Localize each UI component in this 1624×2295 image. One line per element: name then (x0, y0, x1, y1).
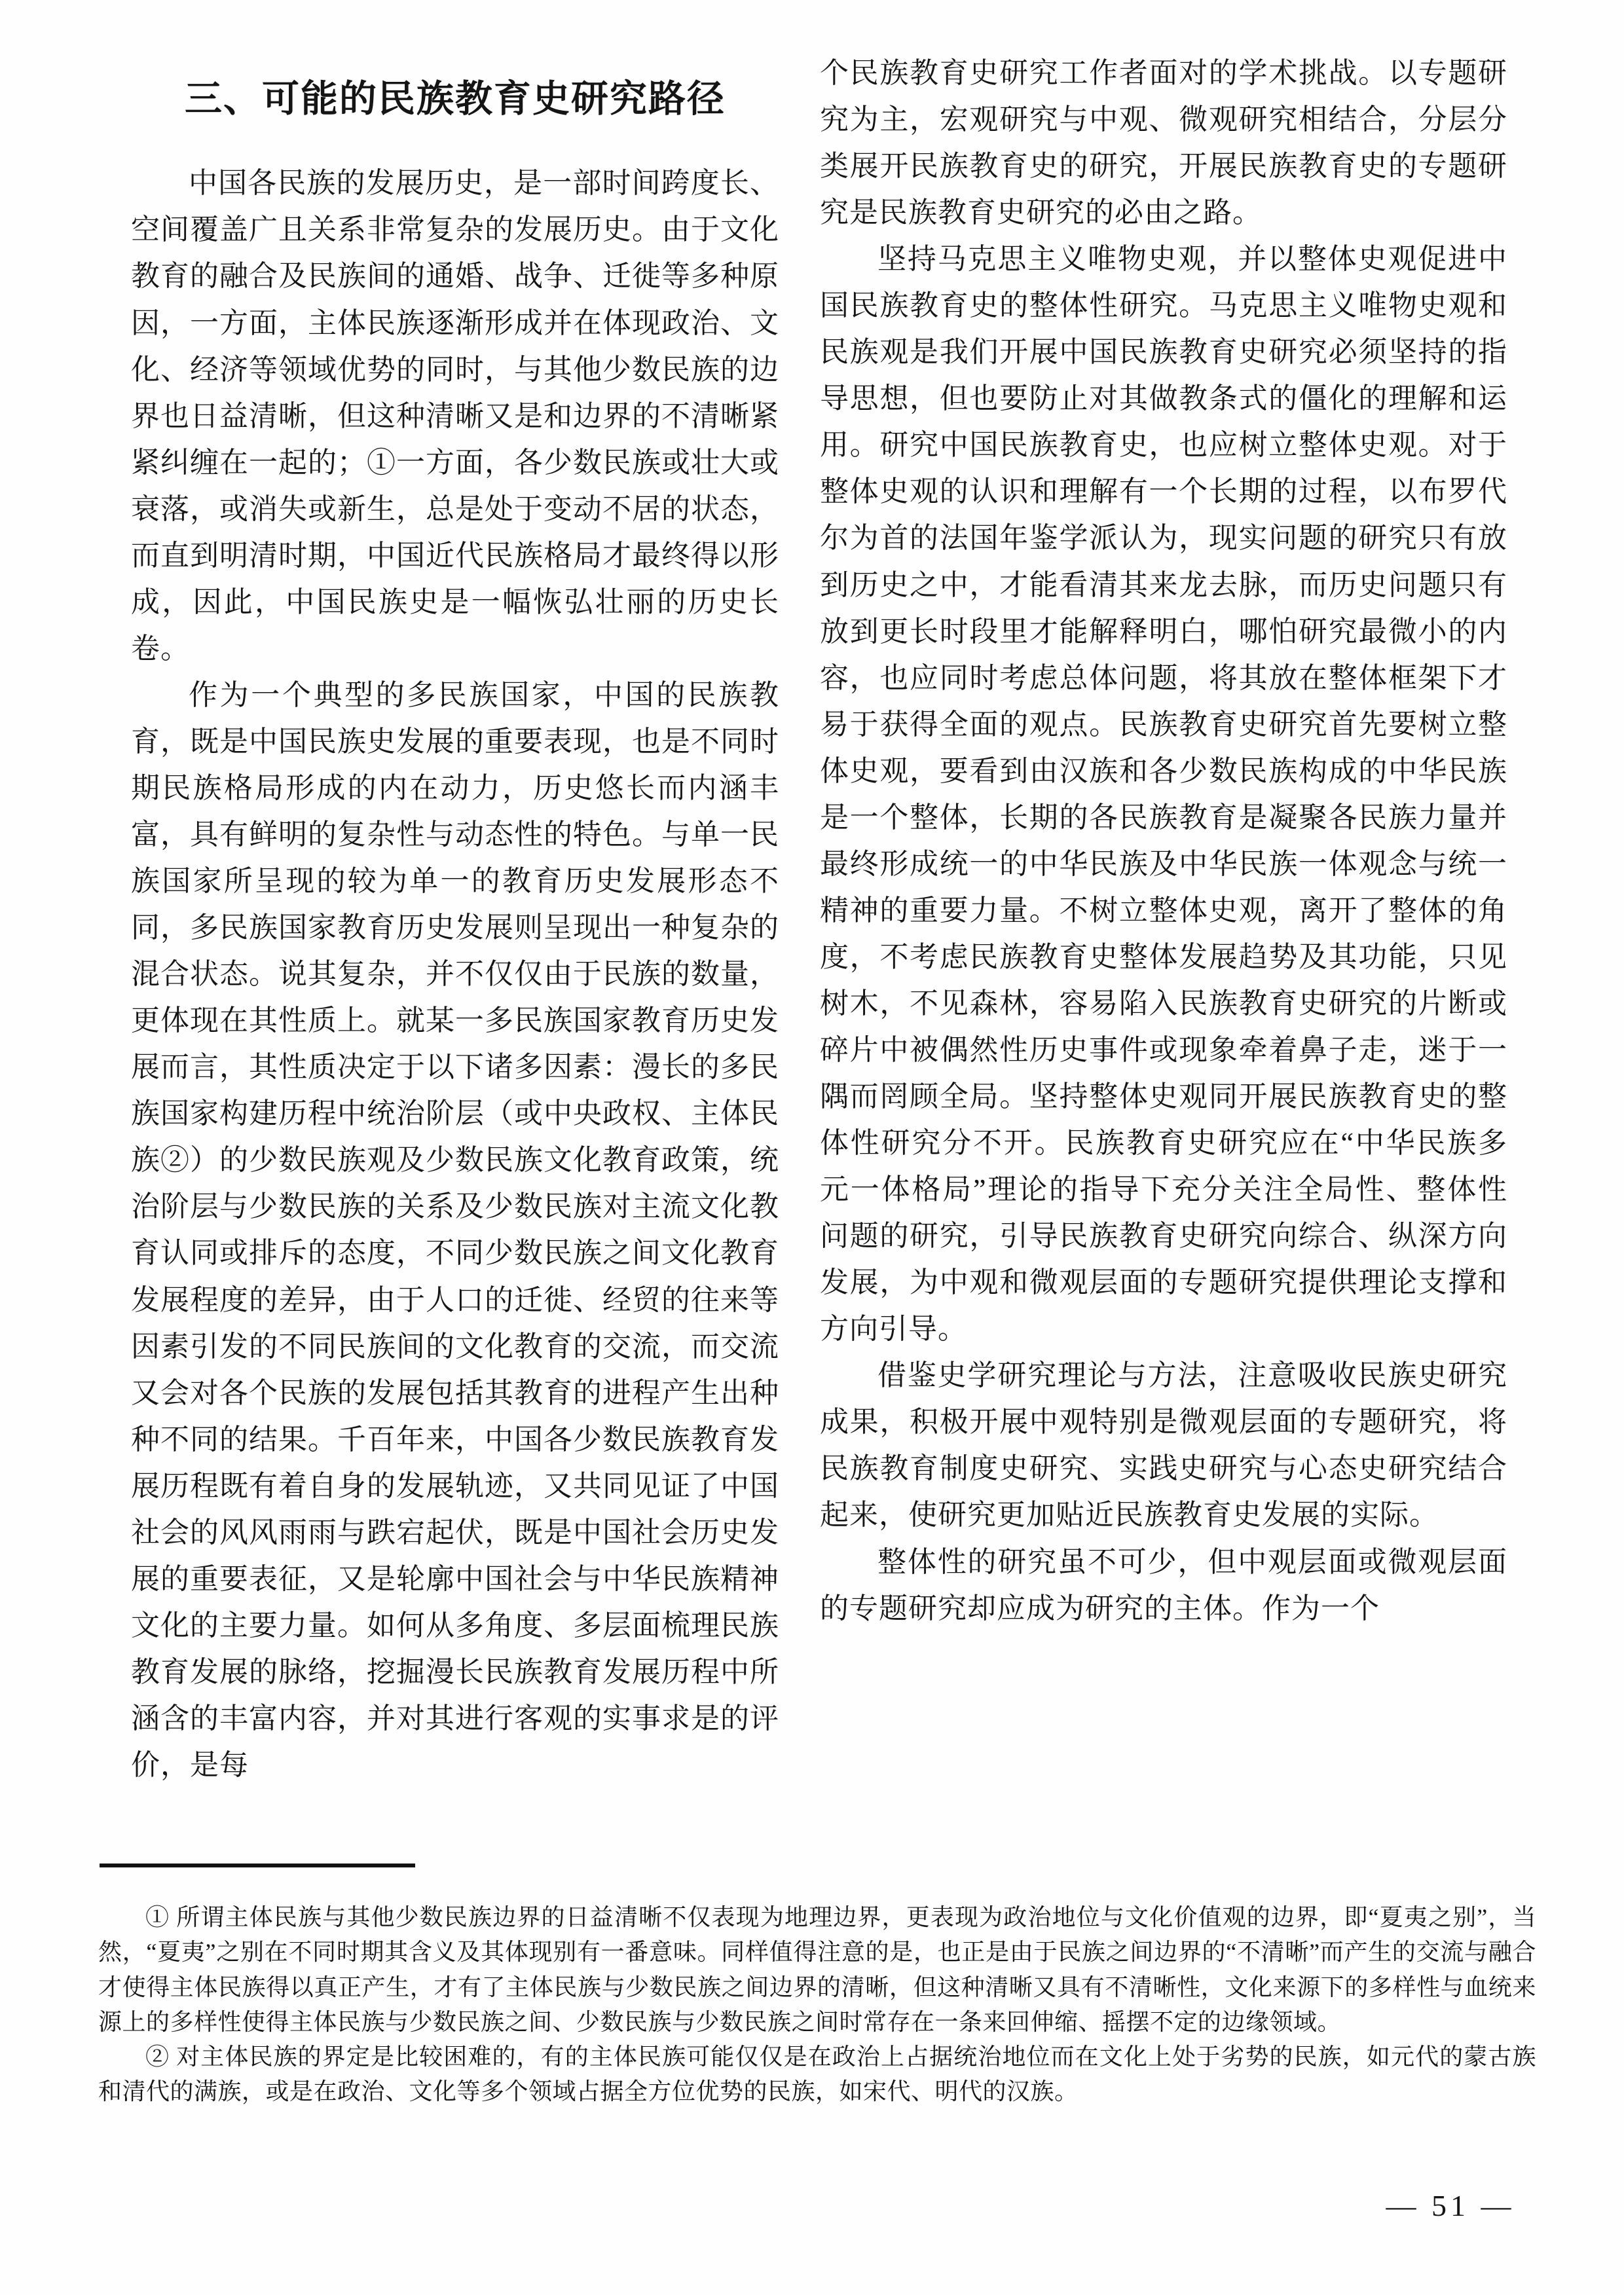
left-column (131, 77, 779, 1788)
right-paragraph-1-continuation: 个民族教育史研究工作者面对的学术挑战。以专题研究为主，宏观研究与中观、微观研究相结合，分层分类展开民族教育史的研究，开展民族教育史的专题研究是民族教育史研究的必由之路。 (820, 57, 1507, 229)
right-paragraph-4: 整体性的研究虽不可少，但中观层面或微观层面的专题研究却应成为研究的主体。作为一个 (820, 1545, 1507, 1625)
footnote-2: ② 对主体民族的界定是比较困难的，有的主体民族可能仅仅是在政治上占据统治地位而在文化上处于劣势的民族，如元代的蒙古族和清代的满族，或是在政治、文化等多个领域占据全方位优势的民族，如宋代、明代的汉族。 (98, 2044, 1536, 2105)
footnote-1: ① 所谓主体民族与其他少数民族边界的日益清晰不仅表现为地理边界，更表现为政治地位与文化价值观的边界，即“夏夷之别”，当然，“夏夷”之别在不同时期其含义及其体现别有一番意味。同样值得注意的是，也正是由于民族之间边界的“不清晰”而产生的交流与融合才使得主体民族得以真正产生，才有了主体民族与少数民族之间边界的清晰，但这种清晰又具有不清晰性，文化来源下的多样性与血统来源上的多样性使得主体民族与少数民族之间、少数民族与少数民族之间时常存在一条来回伸缩、摇摆不定的边缘领域。 (98, 1904, 1536, 2035)
left-paragraph-2: 作为一个典型的多民族国家，中国的民族教育，既是中国民族史发展的重要表现，也是不同时期民族格局形成的内在动力，历史悠长而内涵丰富，具有鲜明的复杂性与动态性的特色。与单一民族国家所呈现的较为单一的教育历史发展形态不同，多民族国家教育历史发展则呈现出一种复杂的混合状态。说其复杂，并不仅仅由于民族的数量，更体现在其性质上。就某一多民族国家教育历史发展而言，其性质决定于以下诸多因素：漫长的多民族国家构建历程中统治阶层（或中央政权、主体民族②）的少数民族观及少数民族文化教育政策，统治阶层与少数民族的关系及少数民族对主流文化教育认同或排斥的态度，不同少数民族之间文化教育发展程度的差异，由于人口的迁徙、经贸的往来等因素引发的不同民族间的文化教育的交流，而交流又会对各个民族的发展包括其教育的进程产生出种种不同的结果。千百年来，中国各少数民族教育发展历程既有着自身的发展轨迹，又共同见证了中国社会的风风雨雨与跌宕起伏，既是中国社会历史发展的重要表征，又是轮廓中国社会与中华民族精神文化的主要力量。如何从多角度、多层面梳理民族教育发展的脉络，挖掘漫长民族教育发展历程中所涵含的丰富内容，并对其进行客观的实事求是的评价，是每 (131, 678, 779, 1781)
footnotes-block (98, 1900, 1536, 2110)
footnote-divider (100, 1864, 415, 1867)
right-paragraph-2: 坚持马克思主义唯物史观，并以整体史观促进中国民族教育史的整体性研究。马克思主义唯物史观和民族观是我们开展中国民族教育史研究必须坚持的指导思想，但也要防止对其做教条式的僵化的理解和运用。研究中国民族教育史，也应树立整体史观。对于整体史观的认识和理解有一个长期的过程，以布罗代尔为首的法国年鉴学派认为，现实问题的研究只有放到历史之中，才能看清其来龙去脉，而历史问题只有放到更长时段里才能解释明白，哪怕研究最微小的内容，也应同时考虑总体问题，将其放在整体框架下才易于获得全面的观点。民族教育史研究首先要树立整体史观，要看到由汉族和各少数民族构成的中华民族是一个整体，长期的各民族教育是凝聚各民族力量并最终形成统一的中华民族及中华民族一体观念与统一精神的重要力量。不树立整体史观，离开了整体的角度，不考虑民族教育史整体发展趋势及其功能，只见树木，不见森林，容易陷入民族教育史研究的片断或碎片中被偶然性历史事件或现象牵着鼻子走，迷于一隅而罔顾全局。坚持整体史观同开展民族教育史的整体性研究分不开。民族教育史研究应在“中华民族多元一体格局”理论的指导下充分关注全局性、整体性问题的研究，引导民族教育史研究向综合、纵深方向发展，为中观和微观层面的专题研究提供理论支撑和方向引导。 (820, 243, 1507, 1346)
left-paragraph-1: 中国各民族的发展历史，是一部时间跨度长、空间覆盖广且关系非常复杂的发展历史。由于文化教育的融合及民族间的通婚、战争、迁徙等多种原因，一方面，主体民族逐渐形成并在体现政治、文化、经济等领域优势的同时，与其他少数民族的边界也日益清晰，但这种清晰又是和边界的不清晰紧紧纠缠在一起的；①一方面，各少数民族或壮大或衰落，或消失或新生，总是处于变动不居的状态，而直到明清时期，中国近代民族格局才最终得以形成，因此，中国民族史是一幅恢弘壮丽的历史长卷。 (131, 167, 779, 665)
page-number: — 51 — (1386, 2189, 1515, 2222)
right-column (820, 50, 1507, 1632)
right-paragraph-3: 借鉴史学研究理论与方法，注意吸收民族史研究成果，积极开展中观特别是微观层面的专题研究，将民族教育制度史研究、实践史研究与心态史研究结合起来，使研究更加贴近民族教育史发展的实际。 (820, 1359, 1507, 1532)
section-heading: 三、可能的民族教育史研究路径 (185, 79, 726, 120)
